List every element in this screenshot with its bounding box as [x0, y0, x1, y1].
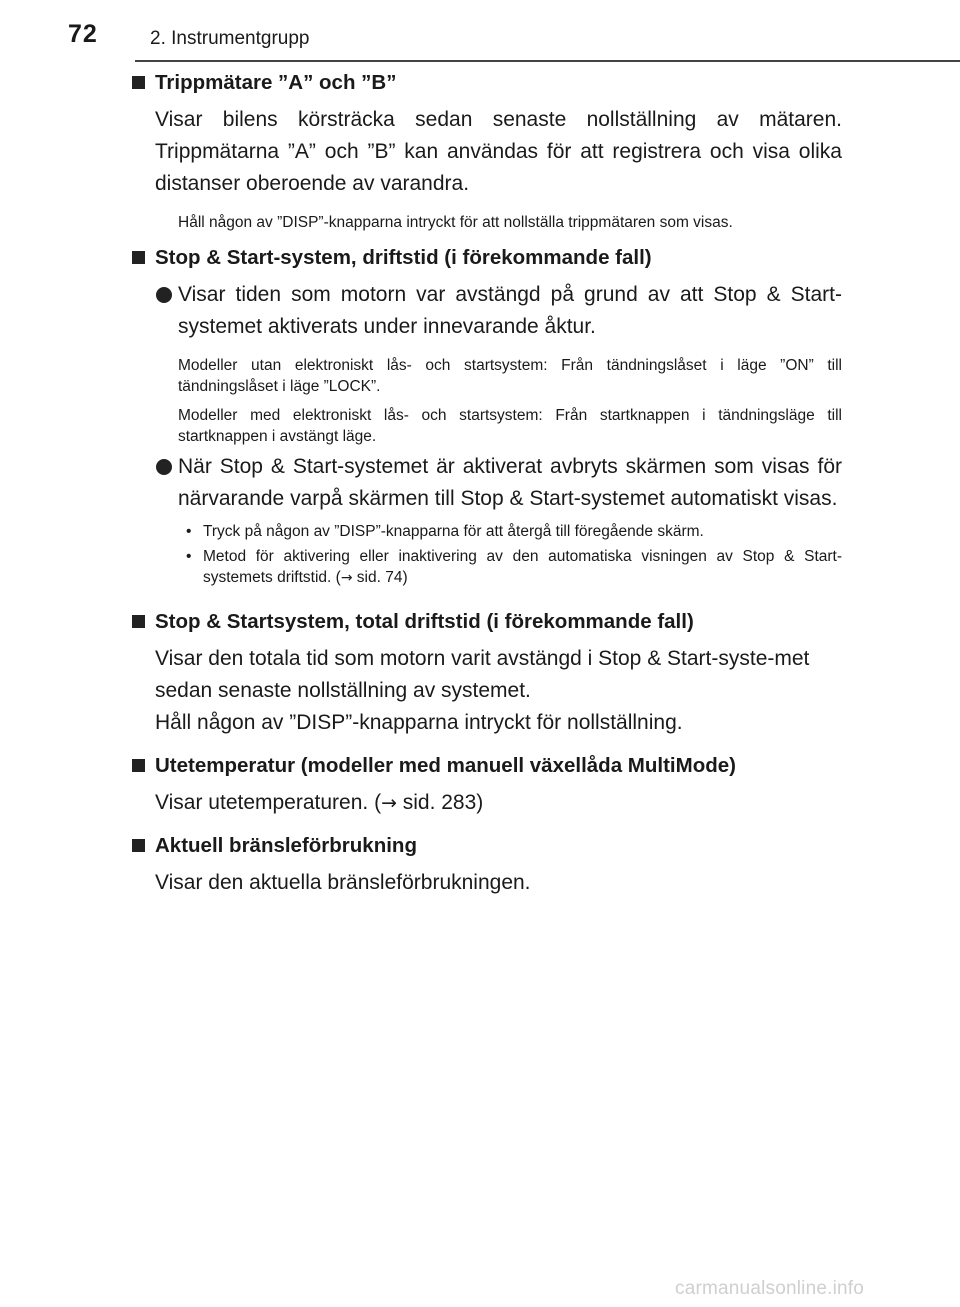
page-reference[interactable]: sid. 283) — [396, 791, 484, 814]
paragraph: Visar den aktuella bränsleförbrukningen. — [155, 871, 531, 894]
heading-trip — [130, 70, 842, 96]
heading-text: Utetemperatur (modeller med manuell växellåda MultiMode) — [155, 754, 736, 777]
sub-list-item — [130, 546, 842, 589]
circle-bullet-icon — [156, 287, 172, 303]
paragraph: Visar bilens körsträcka sedan senaste nollställning av mätaren. Trippmätarna ”A” och ”B” kan användas för att registrera och visa olika distanser oberoende av varandra. — [155, 108, 842, 195]
watermark: carmanualsonline.info — [675, 1278, 865, 1299]
arrow-right-icon: → — [340, 570, 353, 586]
sub-item-text: Metod för aktivering eller inaktivering av den automatiska visningen av Stop & Start-systemets driftstid. ( — [203, 548, 842, 586]
square-bullet-icon — [132, 615, 145, 628]
square-bullet-icon — [132, 759, 145, 772]
header-divider — [135, 60, 960, 62]
small-bullet-icon: • — [186, 548, 192, 565]
heading-total — [130, 609, 842, 635]
note: Håll någon av ”DISP”-knapparna intryckt för att nollställa trippmätaren som visas. — [178, 214, 733, 231]
bullet-item — [130, 451, 842, 515]
heading-stopstart — [130, 245, 842, 271]
section-title: 2. Instrumentgrupp — [150, 28, 310, 49]
note: Modeller med elektroniskt lås- och startsystem: Från startknappen i tändningsläge till startknappen i avstängt läge. — [178, 407, 842, 445]
paragraph: Håll någon av ”DISP”-knapparna intryckt för nollställning. — [155, 711, 683, 734]
small-bullet-icon: • — [186, 523, 192, 540]
page-header — [0, 0, 960, 66]
page-content — [130, 70, 842, 899]
paragraph-text: Visar utetemperaturen. ( — [155, 791, 382, 814]
heading-text: Trippmätare ”A” och ”B” — [155, 71, 397, 94]
bullet-item — [130, 279, 842, 343]
square-bullet-icon — [132, 251, 145, 264]
heading-fuel — [130, 833, 842, 859]
heading-text: Aktuell bränsleförbrukning — [155, 834, 417, 857]
page-number: 72 — [68, 20, 98, 48]
circle-bullet-icon — [156, 459, 172, 475]
page-reference[interactable]: sid. 74) — [352, 569, 408, 586]
square-bullet-icon — [132, 839, 145, 852]
note: Modeller utan elektroniskt lås- och startsystem: Från tändningslåset i läge ”ON” till tändningslåset i läge ”LOCK”. — [178, 357, 842, 395]
sub-list-item — [130, 521, 842, 542]
bullet-text: Visar tiden som motorn var avstängd på grund av att Stop & Start-systemet aktiverats under innevarande åktur. — [178, 283, 842, 338]
heading-text: Stop & Startsystem, total driftstid (i förekommande fall) — [155, 610, 694, 633]
bullet-text: När Stop & Start-systemet är aktiverat avbryts skärmen som visas för närvarande varpå skärmen till Stop & Start-systemet automatiskt visas. — [178, 455, 842, 510]
paragraph: Visar den totala tid som motorn varit avstängd i Stop & Start-syste-met sedan senaste nollställning av systemet. — [155, 647, 810, 702]
paragraph — [130, 787, 842, 819]
arrow-right-icon: → — [381, 792, 397, 814]
heading-outside-temp — [130, 753, 842, 779]
sub-item-text: Tryck på någon av ”DISP”-knapparna för att återgå till föregående skärm. — [203, 523, 704, 540]
square-bullet-icon — [132, 76, 145, 89]
heading-text: Stop & Start-system, driftstid (i förekommande fall) — [155, 246, 652, 269]
